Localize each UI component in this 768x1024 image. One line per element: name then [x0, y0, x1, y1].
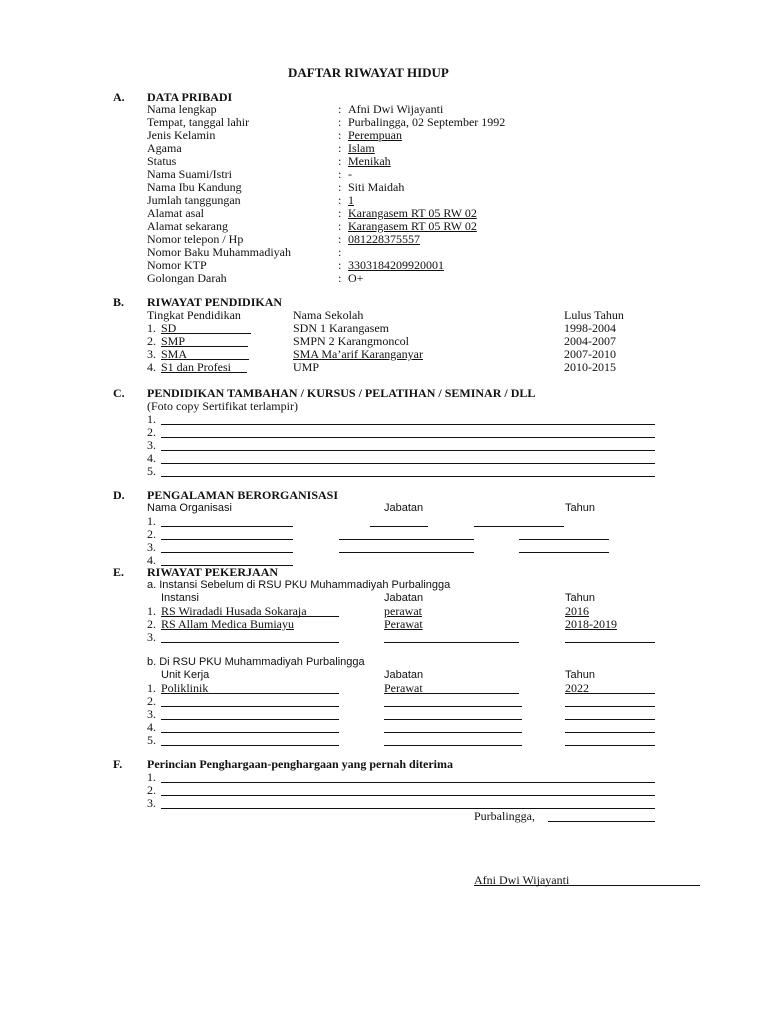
- additional-education-line: [161, 424, 655, 425]
- current-work-unit-line: [161, 732, 339, 733]
- personal-field-value: Afni Dwi Wijayanti: [348, 102, 444, 116]
- education-level: SMA: [161, 347, 188, 361]
- personal-field-colon: :: [338, 219, 342, 233]
- personal-field-label: Nomor KTP: [147, 258, 207, 272]
- signature-line: [474, 885, 700, 886]
- personal-field-colon: :: [338, 180, 342, 194]
- additional-education-number: 5.: [147, 464, 156, 478]
- org-col-position: Jabatan: [384, 502, 424, 514]
- work-sub-b-title: b. Di RSU PKU Muhammadiyah Purbalingga: [147, 656, 365, 668]
- previous-work-year: 2018-2019: [565, 617, 617, 631]
- work-b-col-year: Tahun: [565, 669, 595, 681]
- current-work-number: 5.: [147, 733, 156, 747]
- date-line: [548, 821, 655, 822]
- current-work-position-line: [384, 745, 522, 746]
- personal-field-label: Alamat asal: [147, 206, 204, 220]
- previous-work-position: Perawat: [384, 617, 423, 631]
- award-number: 3.: [147, 796, 156, 810]
- award-number: 1.: [147, 770, 156, 784]
- personal-field-colon: :: [338, 167, 342, 181]
- work-b-col-unit: Unit Kerja: [161, 669, 210, 681]
- education-school: SDN 1 Karangasem: [293, 321, 389, 335]
- work-a-col-position: Jabatan: [384, 592, 424, 604]
- section-d-letter: D.: [113, 488, 125, 502]
- education-school: SMPN 2 Karangmoncol: [293, 334, 409, 348]
- additional-education-line: [161, 476, 655, 477]
- section-e-letter: E.: [113, 565, 125, 579]
- org-col-year: Tahun: [565, 502, 595, 514]
- section-a-heading: DATA PRIBADI: [147, 90, 233, 104]
- current-work-year-line: [565, 706, 655, 707]
- section-f-letter: F.: [113, 757, 123, 771]
- education-col-year: Lulus Tahun: [564, 308, 624, 322]
- education-year: 1998-2004: [564, 321, 616, 335]
- education-row-number: 3.: [147, 347, 156, 361]
- organization-year-line: [519, 552, 609, 553]
- personal-field-label: Status: [147, 154, 177, 168]
- personal-field-value: 3303184209920001: [348, 258, 444, 272]
- signature-place: Purbalingga,: [474, 809, 535, 823]
- personal-field-value: Perempuan: [348, 128, 402, 142]
- education-school: UMP: [293, 360, 320, 374]
- personal-field-value: Menikah: [348, 154, 391, 168]
- section-f-heading: Perincian Penghargaan-penghargaan yang pernah diterima: [147, 757, 454, 771]
- section-d-heading: PENGALAMAN BERORGANISASI: [147, 488, 339, 502]
- personal-field-value: 1: [348, 193, 354, 207]
- current-work-year-line: [565, 719, 655, 720]
- previous-work-year: 2016: [565, 604, 589, 618]
- current-work-year-line: [565, 732, 655, 733]
- organization-year-line: [474, 526, 564, 527]
- education-level: S1 dan Profesi: [161, 360, 231, 374]
- organization-name-line: [161, 539, 293, 540]
- education-year: 2010-2015: [564, 360, 616, 374]
- personal-field-value: -: [348, 167, 352, 181]
- personal-field-value: 081228375557: [348, 232, 420, 246]
- previous-work-number: 2.: [147, 617, 156, 631]
- current-work-unit-line: [161, 745, 339, 746]
- additional-education-line: [161, 437, 655, 438]
- section-c-letter: C.: [113, 386, 125, 400]
- education-row-number: 2.: [147, 334, 156, 348]
- organization-number: 2.: [147, 527, 156, 541]
- personal-field-label: Jumlah tanggungan: [147, 193, 241, 207]
- organization-number: 1.: [147, 514, 156, 528]
- organization-position-line: [339, 552, 474, 553]
- current-work-unit-line: [161, 719, 339, 720]
- work-a-col-institution: Instansi: [161, 592, 199, 604]
- additional-education-number: 3.: [147, 438, 156, 452]
- document-title: DAFTAR RIWAYAT HIDUP: [288, 65, 449, 80]
- personal-field-label: Nama Ibu Kandung: [147, 180, 242, 194]
- previous-work-number: 1.: [147, 604, 156, 618]
- personal-field-label: Nama lengkap: [147, 102, 217, 116]
- additional-education-number: 1.: [147, 412, 156, 426]
- personal-field-colon: :: [338, 128, 342, 142]
- personal-field-label: Golongan Darah: [147, 271, 227, 285]
- organization-name-line: [161, 552, 293, 553]
- personal-field-value: O+: [348, 271, 364, 285]
- signature-name: Afni Dwi Wijayanti: [474, 873, 570, 887]
- organization-position-line: [339, 539, 474, 540]
- personal-field-value: Islam: [348, 141, 375, 155]
- education-row-number: 1.: [147, 321, 156, 335]
- additional-education-number: 4.: [147, 451, 156, 465]
- current-work-position-line: [384, 693, 519, 694]
- personal-field-value: Karangasem RT 05 RW 02: [348, 206, 477, 220]
- award-line: [161, 808, 655, 809]
- current-work-number: 4.: [147, 720, 156, 734]
- current-work-year: 2022: [565, 681, 589, 695]
- section-b-letter: B.: [113, 295, 125, 309]
- personal-field-colon: :: [338, 141, 342, 155]
- previous-work-number: 3.: [147, 630, 156, 644]
- education-col-school: Nama Sekolah: [293, 308, 364, 322]
- previous-work-position: perawat: [384, 604, 422, 618]
- organization-number: 3.: [147, 540, 156, 554]
- personal-field-colon: :: [338, 154, 342, 168]
- org-col-name: Nama Organisasi: [147, 502, 232, 514]
- education-school: SMA Ma’arif Karanganyar: [293, 347, 423, 361]
- education-row-number: 4.: [147, 360, 156, 374]
- award-line: [161, 795, 655, 796]
- current-work-position-line: [384, 719, 522, 720]
- personal-field-colon: :: [338, 102, 342, 116]
- organization-name-line: [161, 526, 293, 527]
- personal-field-label: Nama Suami/Istri: [147, 167, 232, 181]
- personal-field-colon: :: [338, 115, 342, 129]
- current-work-position-line: [384, 706, 522, 707]
- previous-work-position-line: [384, 642, 519, 643]
- additional-education-line: [161, 463, 655, 464]
- personal-field-colon: :: [338, 271, 342, 285]
- education-level-line: [161, 372, 247, 373]
- additional-education-number: 2.: [147, 425, 156, 439]
- current-work-unit-line: [161, 693, 339, 694]
- previous-work-institution: RS Wiradadi Husada Sokaraja: [161, 604, 307, 618]
- education-level: SD: [161, 321, 177, 335]
- personal-field-label: Nomor telepon / Hp: [147, 232, 244, 246]
- certificate-note: (Foto copy Sertifikat terlampir): [147, 399, 298, 413]
- personal-field-colon: :: [338, 193, 342, 207]
- personal-field-value: Karangasem RT 05 RW 02: [348, 219, 477, 233]
- education-year: 2004-2007: [564, 334, 616, 348]
- personal-field-value: Siti Maidah: [348, 180, 405, 194]
- additional-education-line: [161, 450, 655, 451]
- personal-field-colon: :: [338, 232, 342, 246]
- award-number: 2.: [147, 783, 156, 797]
- education-year: 2007-2010: [564, 347, 616, 361]
- previous-work-year-line: [565, 642, 655, 643]
- current-work-number: 2.: [147, 694, 156, 708]
- personal-field-colon: :: [338, 206, 342, 220]
- organization-year-line: [519, 539, 609, 540]
- previous-work-institution: RS Allam Medica Bumiayu: [161, 617, 294, 631]
- current-work-number: 1.: [147, 681, 156, 695]
- award-line: [161, 782, 655, 783]
- previous-work-institution-line: [161, 642, 339, 643]
- personal-field-label: Jenis Kelamin: [147, 128, 216, 142]
- personal-field-value: Purbalingga, 02 September 1992: [348, 115, 506, 129]
- personal-field-colon: :: [338, 258, 342, 272]
- personal-field-colon: :: [338, 245, 342, 259]
- current-work-unit-line: [161, 706, 339, 707]
- current-work-year-line: [565, 693, 655, 694]
- education-level: SMP: [161, 334, 186, 348]
- work-sub-a-title: a. Instansi Sebelum di RSU PKU Muhammadiyah Purbalingga: [147, 579, 451, 591]
- current-work-number: 3.: [147, 707, 156, 721]
- current-work-unit: Poliklinik: [161, 681, 209, 695]
- personal-field-label: Agama: [147, 141, 182, 155]
- organization-position-line: [370, 526, 428, 527]
- education-col-level: Tingkat Pendidikan: [147, 308, 241, 322]
- current-work-position-line: [384, 732, 522, 733]
- section-c-heading: PENDIDIKAN TAMBAHAN / KURSUS / PELATIHAN / SEMINAR / DLL: [147, 386, 536, 400]
- section-e-heading: RIWAYAT PEKERJAAN: [147, 565, 279, 579]
- personal-field-label: Alamat sekarang: [147, 219, 228, 233]
- organization-number: 4.: [147, 553, 156, 567]
- current-work-year-line: [565, 745, 655, 746]
- section-a-letter: A.: [113, 90, 125, 104]
- personal-field-label: Nomor Baku Muhammadiyah: [147, 245, 291, 259]
- work-a-col-year: Tahun: [565, 592, 595, 604]
- work-b-col-position: Jabatan: [384, 669, 424, 681]
- current-work-position: Perawat: [384, 681, 423, 695]
- personal-field-label: Tempat, tanggal lahir: [147, 115, 250, 129]
- section-b-heading: RIWAYAT PENDIDIKAN: [147, 295, 283, 309]
